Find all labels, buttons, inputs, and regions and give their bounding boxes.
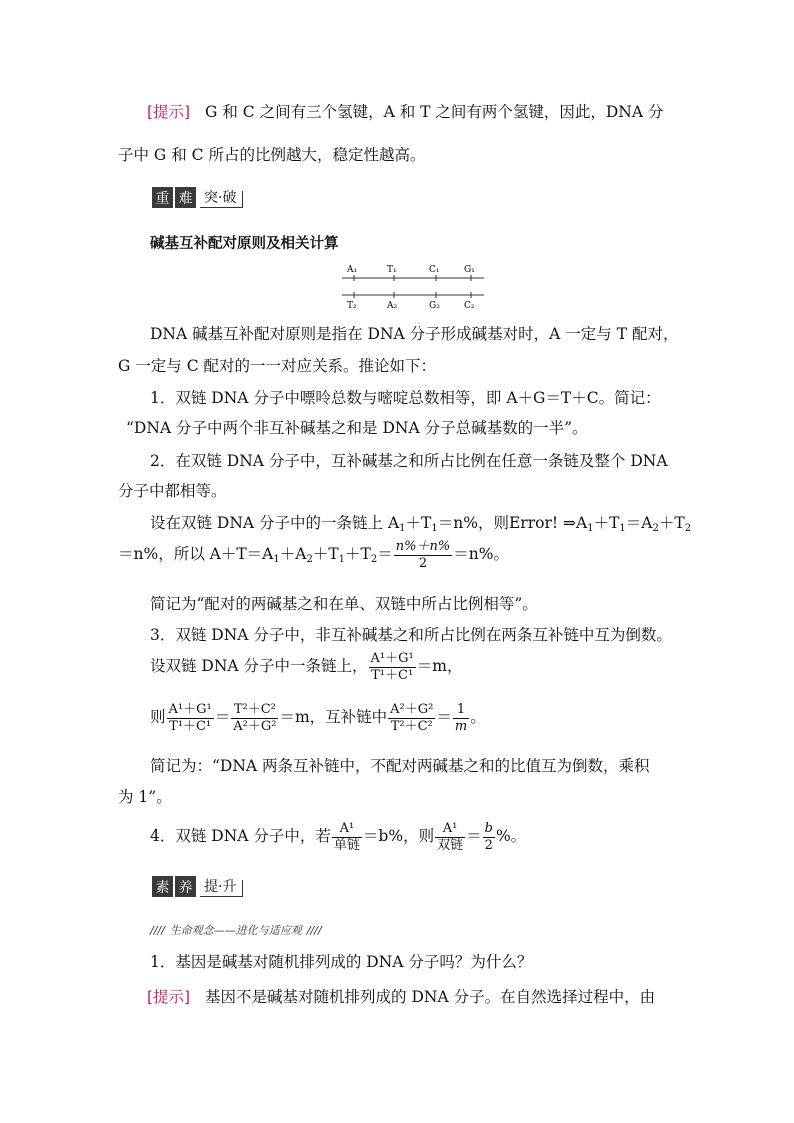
subhead-text: 生命观念——进化与适应观 xyxy=(169,924,302,937)
fraction-e: $\frac{1}{m}$ xyxy=(454,702,468,734)
intro-line-2: G 一定与 C 配对的一一对应关系。推论如下： xyxy=(118,357,437,375)
intro-line-1: DNA 碱基互补配对原则是指在 DNA 分子形成碱基对时，A 一定与 T 配对， xyxy=(150,325,679,343)
item1-line-1: 1．双链 DNA 分子中嘌呤总数与嘧啶总数相等，即 A＋G＝T＋C。简记： xyxy=(150,389,661,407)
item2-line-2: 分子中都相等。 xyxy=(118,482,227,500)
base-top-2: T₁ xyxy=(387,265,397,275)
f2-c: ＋T xyxy=(312,545,339,564)
fraction-a1-single: $\frac{\text{A¹}}{\text{单链}}$ xyxy=(333,821,360,853)
badge-char-1: 重 xyxy=(152,187,173,208)
base-bottom-2: A₂ xyxy=(387,301,398,311)
badge2-char-2: 养 xyxy=(175,876,196,897)
tip-text-1: G 和 C 之间有三个氢键，A 和 T 之间有两个氢键，因此，DNA 分 xyxy=(205,103,664,121)
tip-line-1 xyxy=(147,100,664,122)
fraction-b-half: $\frac{b}{2}$ xyxy=(484,821,493,853)
item3-line-1: 3．双链 DNA 分子中，非互补碱基之和所占比例在两条互补链中互为倒数。 xyxy=(150,626,672,644)
question-1: 1．基因是碱基对随机排列成的 DNA 分子吗？为什么？ xyxy=(150,953,533,971)
tip-tag-2: [提示] xyxy=(147,988,191,1006)
f1-c: ＝n%，则Error! ⇒A xyxy=(437,514,588,532)
base-top-4: G₁ xyxy=(464,265,475,275)
item3-memo-1: 简记为：“DNA 两条互补链中，不配对两碱基之和的比值互为倒数，乘积 xyxy=(150,757,650,775)
fraction-a1g1-t1c1: $\frac{\text{A¹＋G¹}}{\text{T¹＋C¹}}$ xyxy=(370,651,414,683)
tip-tag: [提示] xyxy=(147,103,191,121)
fraction-b: $\frac{\text{A¹＋G¹}}{\text{T¹＋C¹}}$ xyxy=(168,702,212,734)
item2-formula-1: 设在双链 DNA 分子中的一条链上 $A_1+T_1=n\%$，则Error! $\Rightarrow A_1+T_1=A_2+T_2$ xyxy=(150,514,692,534)
f1-d: ＋T xyxy=(593,514,620,532)
base-bottom-4: C₂ xyxy=(464,301,475,311)
item3-sentence-1: 设双链 DNA 分子中一条链上， $\frac{\text{A¹＋G¹}}{\text{T¹＋C¹}}$ ＝m， xyxy=(150,651,463,683)
f1-b: ＋T xyxy=(405,514,432,532)
item3-memo-2: 为 1”。 xyxy=(118,788,172,806)
f2-e: ＝ xyxy=(377,545,393,564)
f1-f: ＋T xyxy=(658,514,685,532)
base-bottom-1: T₂ xyxy=(347,301,357,311)
fraction-n-sum: $\frac{n\%+n\%}{2}$ xyxy=(395,539,451,571)
item3-sentence-2: 则 $\frac{\text{A¹＋G¹}}{\text{T¹＋C¹}}$ ＝ $\frac{\text{T²＋C²}}{\text{A²＋G²}}$ ＝m，互补链中 $\frac{\text{A²＋G²}}{\text{T²＋C²}}$ ＝ $\frac{1}{m}$ 。 xyxy=(150,702,486,734)
item2-formula-2: ＝n%，所以 $A+T=A_1+A_2+T_1+T_2=$ $\frac{n\%+n\%}{2}$ ＝n%。 xyxy=(118,539,509,571)
item2-line-1: 2．在双链 DNA 分子中，互补碱基之和所占比例在任意一条链及整个 DNA xyxy=(150,452,668,470)
f2-d: ＋T xyxy=(345,545,371,564)
dna-strand-diagram xyxy=(338,262,488,312)
f1-a: 设在双链 DNA 分子中的一条链上 A xyxy=(150,514,400,532)
base-top-1: A₁ xyxy=(347,265,358,275)
fraction-d: $\frac{\text{A²＋G²}}{\text{T²＋C²}}$ xyxy=(390,702,434,734)
base-top-3: C₁ xyxy=(429,265,440,275)
tip-line-2: 子中 G 和 C 所占的比例越大，稳定性越高。 xyxy=(118,146,426,164)
fraction-a1-double: $\frac{\text{A¹}}{\text{双链}}$ xyxy=(437,821,464,853)
section-badge-literacy xyxy=(152,876,243,897)
item2-memo: 简记为“配对的两碱基之和在单、双链中所占比例相等”。 xyxy=(150,595,538,613)
badge2-tail: 提·升 xyxy=(200,880,243,897)
section-badge-key-difficulty xyxy=(152,187,243,208)
subhead-row xyxy=(150,920,322,938)
tip-answer-text: 基因不是碱基对随机排列成的 DNA 分子。在自然选择过程中，由 xyxy=(205,988,656,1006)
base-bottom-3: G₂ xyxy=(429,301,440,311)
badge2-char-1: 素 xyxy=(152,876,173,897)
badge-char-2: 难 xyxy=(175,187,196,208)
section-heading: 碱基互补配对原则及相关计算 xyxy=(150,236,339,252)
tip-answer-line xyxy=(147,985,655,1007)
slash-deco-right: //// xyxy=(306,924,322,937)
f2-f: ＝n%。 xyxy=(453,545,509,564)
fraction-c: $\frac{\text{T²＋C²}}{\text{A²＋G²}}$ xyxy=(233,702,277,734)
f1-e: ＝A xyxy=(625,514,653,532)
f2-b: ＋A xyxy=(279,545,307,564)
slash-deco-left: //// xyxy=(150,924,165,937)
item4-line: 4．双链 DNA 分子中，若 $\frac{\text{A¹}}{\text{单链}}$ ＝b%，则 $\frac{\text{A¹}}{\text{双链}}$ ＝ $\frac{b}{2}$ %。 xyxy=(150,821,527,853)
f2-a: ＝n%，所以 A＋T＝A xyxy=(118,545,274,564)
badge-tail: 突·破 xyxy=(200,191,243,208)
item1-line-2: “DNA 分子中两个非互补碱基之和是 DNA 分子总碱基数的一半”。 xyxy=(126,419,588,437)
